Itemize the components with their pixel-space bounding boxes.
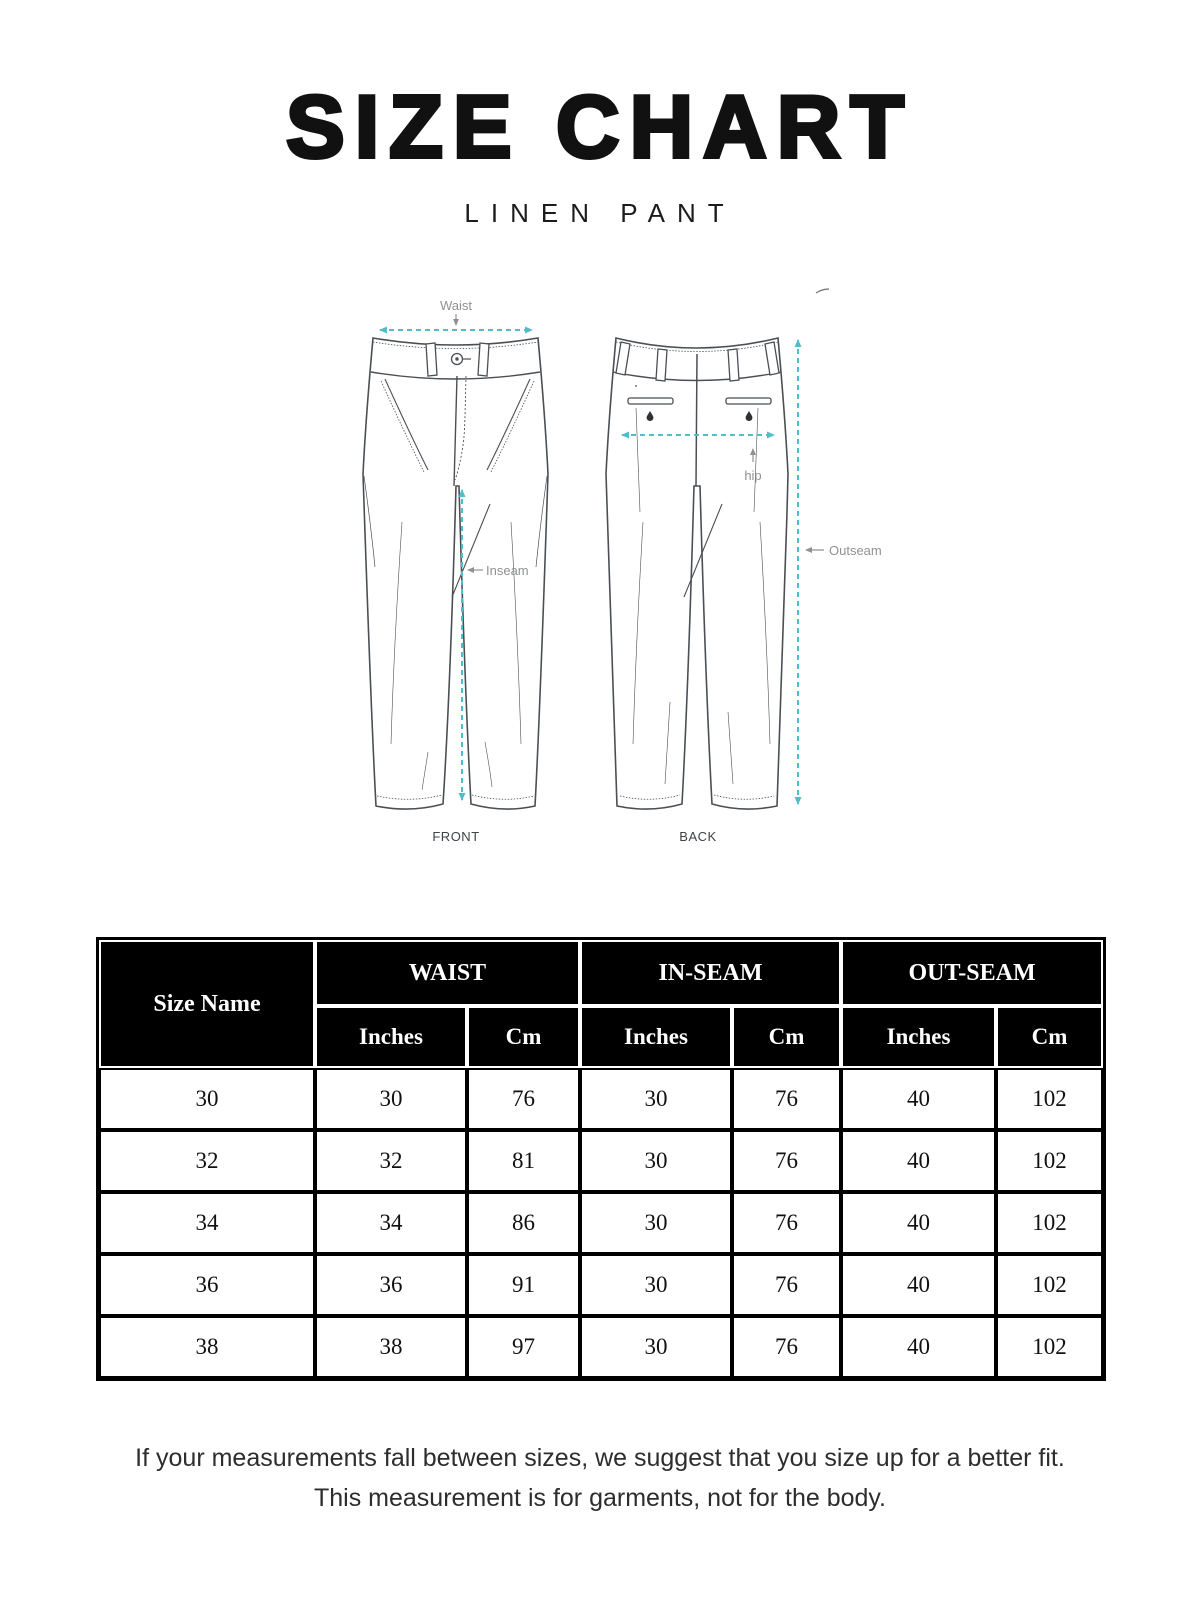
cell-waist-cm: 86 [467,1192,580,1254]
stray-mark [816,289,829,293]
cell-size: 38 [99,1316,315,1378]
cell-outseam-cm: 102 [996,1068,1103,1130]
cell-inseam-cm: 76 [732,1130,841,1192]
cell-inseam-cm: 76 [732,1316,841,1378]
size-table-container [96,937,1100,1381]
cell-inseam-cm: 76 [732,1254,841,1316]
page-title: SIZE CHART [286,77,914,176]
size-table [96,937,1106,1381]
table-header-group-row [99,940,1103,1006]
cell-outseam-in: 40 [841,1130,996,1192]
header-outseam-inches: Inches [841,1006,996,1068]
front-button [452,354,472,365]
header-group-waist: WAIST [315,940,580,1006]
waist-annotation [380,298,532,330]
cell-inseam-in: 30 [580,1130,732,1192]
page-subtitle: LINEN PANT [464,198,736,228]
header-inseam-inches: Inches [580,1006,732,1068]
cell-inseam-cm: 76 [732,1068,841,1130]
cell-outseam-cm: 102 [996,1192,1103,1254]
cell-outseam-in: 40 [841,1068,996,1130]
footer-note [0,1438,1200,1518]
inseam-label: Inseam [486,563,529,578]
inseam-annotation [462,490,529,800]
cell-waist-in: 38 [315,1316,467,1378]
header-waist-inches: Inches [315,1006,467,1068]
cell-outseam-cm: 102 [996,1316,1103,1378]
cell-waist-in: 32 [315,1130,467,1192]
cell-waist-in: 34 [315,1192,467,1254]
cell-size: 32 [99,1130,315,1192]
cell-inseam-in: 30 [580,1254,732,1316]
cell-inseam-in: 30 [580,1192,732,1254]
back-welt-pockets [628,385,771,421]
back-view-label: BACK [679,829,717,844]
footer-line-1: If your measurements fall between sizes, we suggest that you size up for a better fit. [135,1444,1065,1472]
cell-outseam-cm: 102 [996,1130,1103,1192]
cell-inseam-in: 30 [580,1068,732,1130]
front-view-label: FRONT [432,829,480,844]
cell-waist-in: 36 [315,1254,467,1316]
cell-outseam-cm: 102 [996,1254,1103,1316]
pant-drawing-svg [340,282,900,862]
cell-waist-in: 30 [315,1068,467,1130]
header-size-name: Size Name [99,940,315,1068]
cell-outseam-in: 40 [841,1192,996,1254]
cell-inseam-in: 30 [580,1316,732,1378]
header-waist-cm: Cm [467,1006,580,1068]
header-outseam-cm: Cm [996,1006,1103,1068]
header-group-outseam: OUT-SEAM [841,940,1103,1006]
back-details [620,408,774,799]
pant-technical-drawing [340,282,900,862]
table-row [99,1068,1103,1130]
table-row [99,1316,1103,1378]
hip-annotation [622,435,774,483]
table-row [99,1254,1103,1316]
cell-waist-cm: 91 [467,1254,580,1316]
cell-outseam-in: 40 [841,1316,996,1378]
table-row [99,1130,1103,1192]
front-fly-and-details [364,376,547,799]
header-inseam-cm: Cm [732,1006,841,1068]
hip-label: hip [744,468,762,483]
outseam-label: Outseam [829,543,882,558]
footer-line-2: This measurement is for garments, not for the body. [313,1484,886,1512]
cell-size: 36 [99,1254,315,1316]
table-row [99,1192,1103,1254]
cell-waist-cm: 81 [467,1130,580,1192]
cell-waist-cm: 76 [467,1068,580,1130]
cell-waist-cm: 97 [467,1316,580,1378]
outseam-annotation [798,340,882,804]
cell-inseam-cm: 76 [732,1192,841,1254]
waist-label: Waist [439,298,473,313]
header-group-inseam: IN-SEAM [580,940,841,1006]
cell-outseam-in: 40 [841,1254,996,1316]
cell-size: 34 [99,1192,315,1254]
cell-size: 30 [99,1068,315,1130]
